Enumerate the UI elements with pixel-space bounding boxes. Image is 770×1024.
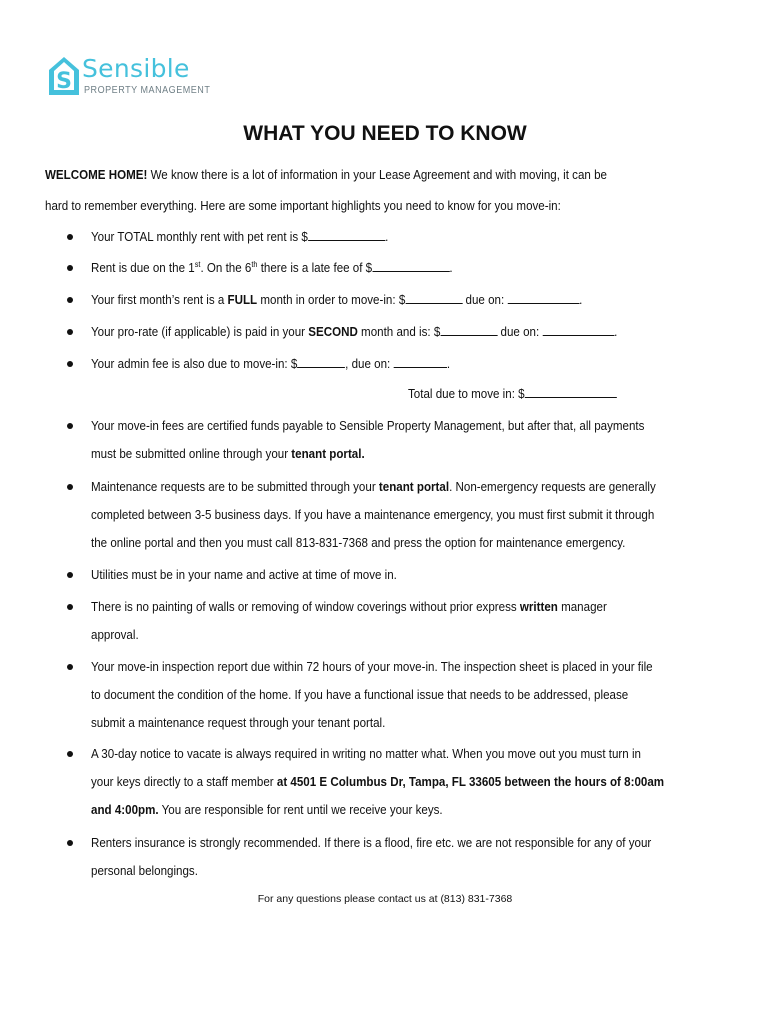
bullet-payments-l1: Your move-in fees are certified funds payable to Sensible Property Management, but after that, all payments (91, 419, 645, 433)
intro-line-1-rest: We know there is a lot of information in your Lease Agreement and with moving, it can be (147, 168, 607, 182)
bullet-dot (67, 664, 73, 670)
bullet-dot (67, 484, 73, 490)
bullet-maintenance-l1: Maintenance requests are to be submitted through your tenant portal. Non-emergency requests are generally (91, 480, 656, 494)
blank-line (507, 292, 579, 304)
bullet-dot (67, 423, 73, 429)
bullet-dot (67, 751, 73, 757)
bullet-vacate-l3: and 4:00pm. You are responsible for rent until we receive your keys. (91, 803, 443, 817)
logo-mark-letter: S (56, 69, 72, 94)
bullet-dot (67, 572, 73, 578)
bullet-inspection-l2: to document the condition of the home. If you have a functional issue that needs to be addressed, please (91, 688, 629, 702)
bullet-dot (67, 361, 73, 367)
bullet-vacate-l1: A 30-day notice to vacate is always required in writing no matter what. When you move out you must turn in (91, 747, 641, 761)
bullet-maintenance-l2: completed between 3-5 business days. If you have a maintenance emergency, you must first submit it through (91, 508, 655, 522)
bullet-payments-l2: must be submitted online through your tenant portal. (91, 447, 365, 461)
bullet-vacate-l2: your keys directly to a staff member at 4501 E Columbus Dr, Tampa, FL 33605 between the hours of 8:00am (91, 775, 665, 789)
blank-line (372, 260, 449, 272)
bullet-inspection-l3: submit a maintenance request through your tenant portal. (91, 716, 386, 730)
logo-name: Sensible (82, 54, 190, 83)
bullet-pro-rate: Your pro-rate (if applicable) is paid in your SECOND month and is: $ due on: . (91, 325, 618, 339)
bullet-inspection-l1: Your move-in inspection report due within 72 hours of your move-in. The inspection sheet is placed in your file (91, 660, 653, 674)
bullet-dot (67, 234, 73, 240)
bullet-insurance-l1: Renters insurance is strongly recommended. If there is a flood, fire etc. we are not responsible for any of your (91, 836, 652, 850)
blank-line (393, 356, 446, 368)
intro-lead: WELCOME HOME! (45, 168, 148, 182)
bullet-admin-fee: Your admin fee is also due to move-in: $ , due on: . (91, 357, 451, 371)
bullet-dot (67, 604, 73, 610)
bullet-dot (67, 265, 73, 271)
bullet-maintenance-l3: the online portal and then you must call 813-831-7368 and press the option for maintenance emergency. (91, 536, 626, 550)
blank-line (405, 292, 462, 304)
company-logo (47, 54, 211, 100)
bullet-first-month: Your first month’s rent is a FULL month in order to move-in: $ due on: . (91, 293, 583, 307)
bullet-late-fee: Rent is due on the 1st. On the 6th there is a late fee of $ . (91, 260, 453, 275)
blank-line (308, 229, 385, 241)
bullet-painting-l2: approval. (91, 628, 139, 642)
blank-line (525, 386, 617, 398)
bullet-dot (67, 297, 73, 303)
logo-tagline: PROPERTY MANAGEMENT (84, 84, 211, 96)
bullet-insurance-l2: personal belongings. (91, 864, 198, 878)
blank-line (542, 324, 614, 336)
bullet-utilities: Utilities must be in your name and active at time of move in. (91, 568, 397, 582)
bullet-dot (67, 840, 73, 846)
intro-line-2: hard to remember everything. Here are some important highlights you need to know for you move-in: (45, 199, 561, 213)
total-due-line: Total due to move in: $ (408, 386, 617, 402)
intro-line-1 (45, 167, 607, 183)
house-s-logo-icon (47, 54, 81, 96)
page-title: WHAT YOU NEED TO KNOW (243, 122, 527, 145)
contact-footer: For any questions please contact us at (813) 831-7368 (257, 893, 513, 905)
blank-line (297, 356, 345, 368)
blank-line (440, 324, 497, 336)
bullet-painting-l1: There is no painting of walls or removing of window coverings without prior express written manager (91, 600, 607, 614)
bullet-total-rent: Your TOTAL monthly rent with pet rent is $ . (91, 230, 389, 244)
bullet-dot (67, 329, 73, 335)
